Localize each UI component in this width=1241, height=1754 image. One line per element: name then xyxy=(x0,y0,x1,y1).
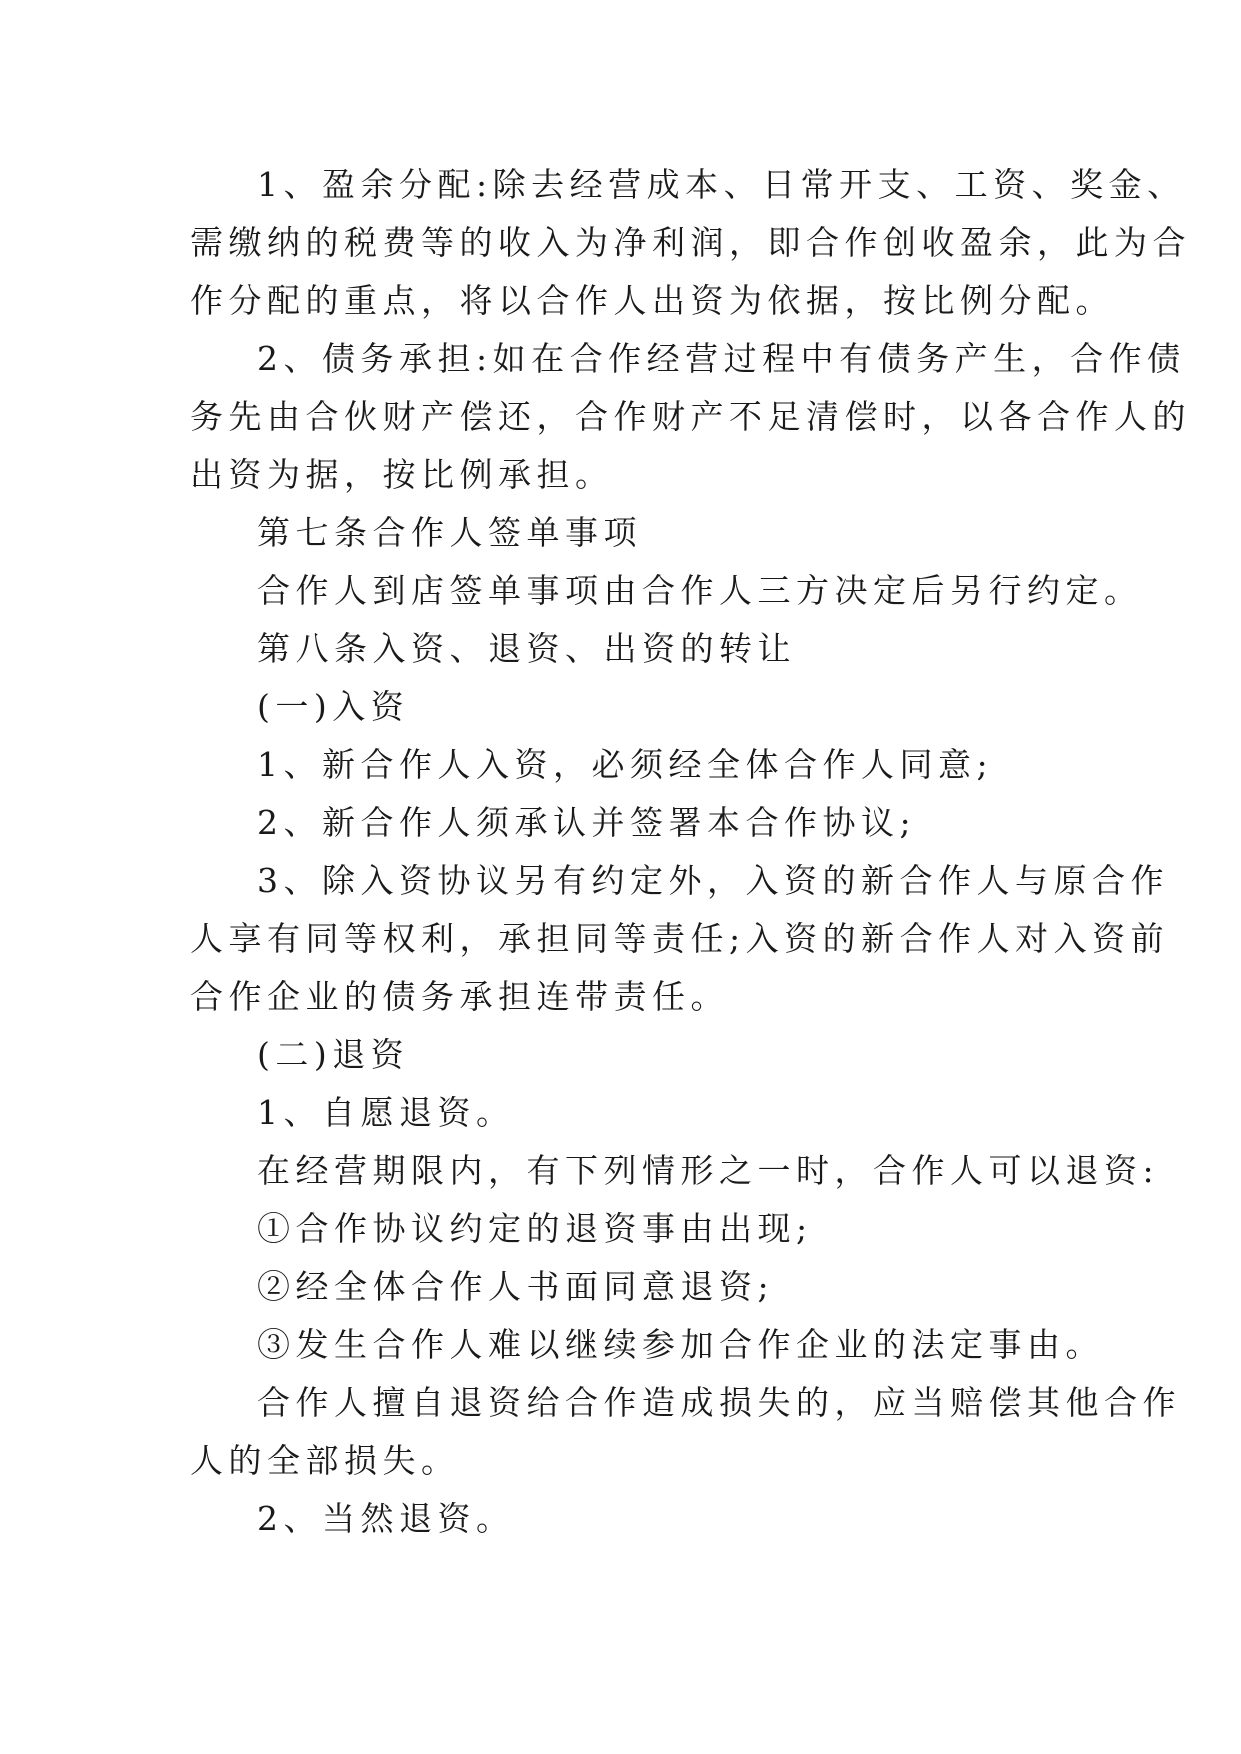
entry-item-2: 2、新合作人须承认并签署本合作协议; xyxy=(257,803,917,842)
entry-item-3-line-1: 3、除入资协议另有约定外，入资的新合作人与原合作 xyxy=(257,861,1169,900)
unauthorized-withdrawal-line-1: 合作人擅自退资给合作造成损失的，应当赔偿其他合作 xyxy=(257,1383,1181,1422)
withdrawal-item-1: 1、自愿退资。 xyxy=(257,1093,515,1132)
paragraph-profit-distribution-line-3: 作分配的重点，将以合作人出资为依据，按比例分配。 xyxy=(190,281,1114,320)
article-7-body: 合作人到店签单事项由合作人三方决定后另行约定。 xyxy=(257,571,1143,610)
paragraph-profit-distribution-line-2: 需缴纳的税费等的收入为净利润，即合作创收盈余，此为合 xyxy=(190,223,1191,262)
paragraph-debt-bearing-line-1: 2、债务承担:如在合作经营过程中有债务产生，合作债 xyxy=(257,339,1186,378)
withdrawal-conditions-intro: 在经营期限内，有下列情形之一时，合作人可以退资: xyxy=(257,1151,1160,1190)
withdrawal-condition-3: ③发生合作人难以继续参加合作企业的法定事由。 xyxy=(257,1325,1104,1364)
paragraph-debt-bearing-line-2: 务先由合伙财产偿还，合作财产不足清偿时，以各合作人的 xyxy=(190,397,1191,436)
entry-item-3-line-2: 人享有同等权利，承担同等责任;入资的新合作人对入资前 xyxy=(190,919,1170,958)
article-8-heading: 第八条入资、退资、出资的转让 xyxy=(257,629,796,668)
paragraph-profit-distribution-line-1: 1、盈余分配:除去经营成本、日常开支、工资、奖金、 xyxy=(257,165,1186,204)
withdrawal-condition-2: ②经全体合作人书面同意退资; xyxy=(257,1267,775,1306)
section-withdrawal-heading: (二)退资 xyxy=(257,1035,410,1074)
paragraph-debt-bearing-line-3: 出资为据，按比例承担。 xyxy=(190,455,614,494)
section-capital-entry-heading: (一)入资 xyxy=(257,687,410,726)
withdrawal-item-2: 2、当然退资。 xyxy=(257,1499,515,1538)
entry-item-3-line-3: 合作企业的债务承担连带责任。 xyxy=(190,977,729,1016)
article-7-heading: 第七条合作人签单事项 xyxy=(257,513,642,552)
unauthorized-withdrawal-line-2: 人的全部损失。 xyxy=(190,1441,460,1480)
withdrawal-condition-1: ①合作协议约定的退资事由出现; xyxy=(257,1209,813,1248)
entry-item-1: 1、新合作人入资，必须经全体合作人同意; xyxy=(257,745,994,784)
